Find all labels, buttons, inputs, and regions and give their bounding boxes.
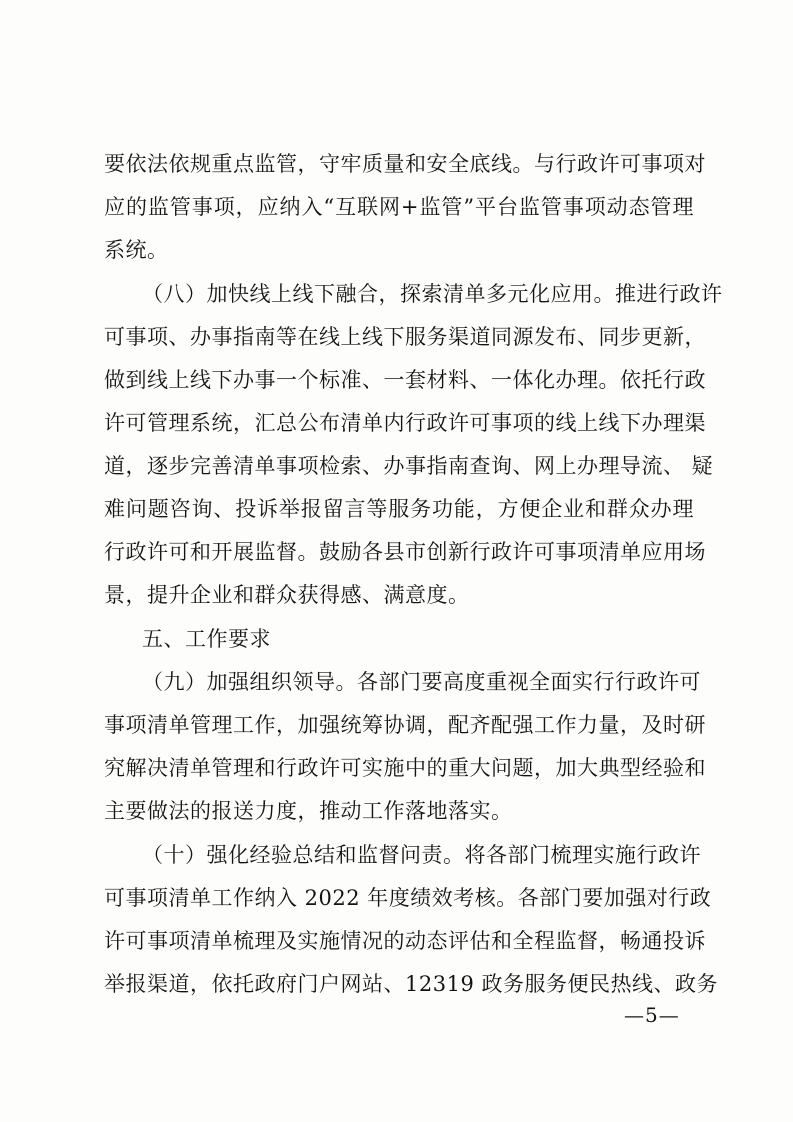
paragraph-line: （八）加快线上线下融合，探索清单多元化应用。推进行政许 — [142, 282, 723, 306]
paragraph-line: 道，逐步完善清单事项检索、办事指南查询、网上办理导流、 疑 — [104, 454, 714, 478]
paragraph-line: 应的监管事项，应纳入“互联网+监管”平台监管事项动态管理 — [104, 195, 694, 219]
paragraph-line: 景，提升企业和群众获得感、满意度。 — [104, 583, 470, 607]
paragraph-line: 要依法依规重点监管，守牢质量和安全底线。与行政许可事项对 — [104, 152, 706, 176]
paragraph-line: 举报渠道，依托政府门户网站、12319 政务服务便民热线、政务 — [104, 972, 718, 996]
section-heading: 五、工作要求 — [142, 627, 271, 651]
paragraph-line: 可事项、办事指南等在线上线下服务渠道同源发布、同步更新， — [104, 325, 706, 349]
paragraph-line: （九）加强组织领导。各部门要高度重视全面实行行政许可 — [142, 670, 701, 694]
paragraph-line: （十）强化经验总结和监督问责。将各部门梳理实施行政许 — [142, 843, 701, 867]
paragraph-line: 做到线上线下办事一个标准、一套材料、一体化办理。依托行政 — [104, 368, 706, 392]
page-number: —5— — [624, 1003, 680, 1027]
paragraph-line: 系统。 — [104, 238, 169, 262]
paragraph-line: 主要做法的报送力度，推动工作落地落实。 — [104, 799, 513, 823]
paragraph-line: 许可管理系统，汇总公布清单内行政许可事项的线上线下办理渠 — [104, 411, 706, 435]
paragraph-line: 究解决清单管理和行政许可实施中的重大问题，加大典型经验和 — [104, 756, 706, 780]
paragraph-line: 可事项清单工作纳入 2022 年度绩效考核。各部门要加强对行政 — [104, 886, 712, 910]
paragraph-line: 许可事项清单梳理及实施情况的动态评估和全程监督，畅通投诉 — [104, 929, 706, 953]
paragraph-line: 事项清单管理工作，加强统筹协调，配齐配强工作力量，及时研 — [104, 713, 706, 737]
paragraph-line: 行政许可和开展监督。鼓励各县市创新行政许可事项清单应用场 — [104, 540, 706, 564]
paragraph-line: 难问题咨询、投诉举报留言等服务功能，方便企业和群众办理 — [104, 497, 694, 521]
